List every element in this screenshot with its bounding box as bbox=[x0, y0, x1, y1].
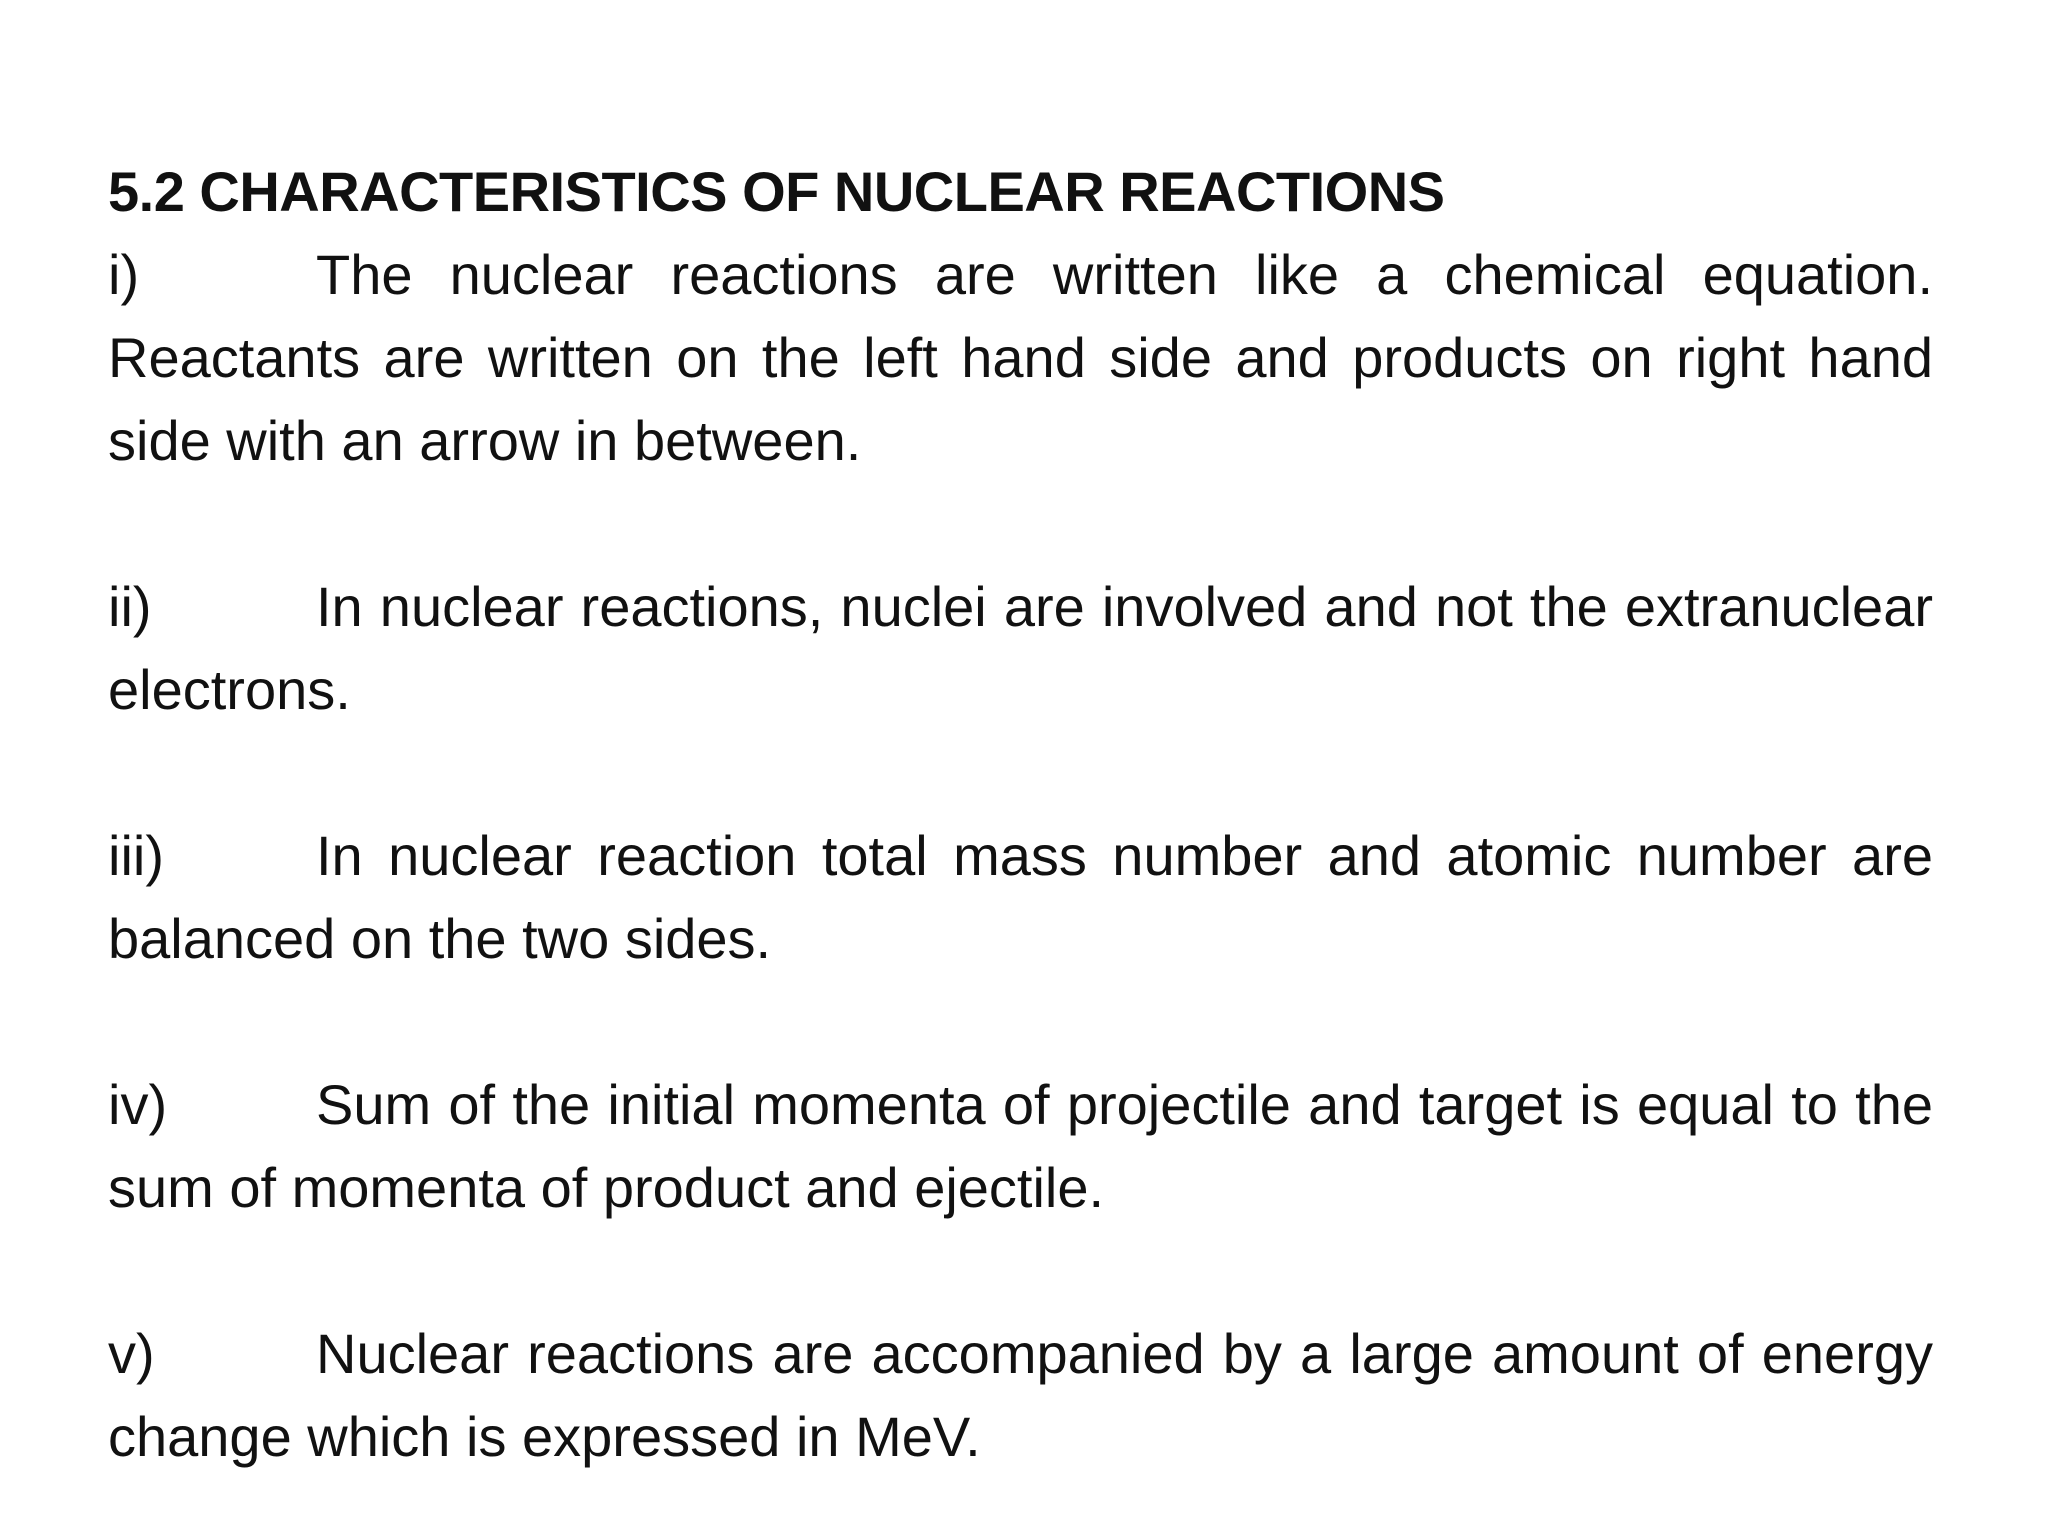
item-text: Sum of the initial momenta of projectile and target is equal to the sum of momenta of product and ejectile. bbox=[108, 1073, 1933, 1219]
slide-title: 5.2 CHARACTERISTICS OF NUCLEAR REACTIONS bbox=[108, 160, 1445, 223]
item-text: The nuclear reactions are written like a chemical equation. Reactants are written on the left hand side and products on right hand side with an arrow in between. bbox=[108, 243, 1933, 472]
item-text: Nuclear reactions are accompanied by a large amount of energy change which is expressed in MeV. bbox=[108, 1322, 1933, 1468]
item-number: v) bbox=[108, 1322, 155, 1385]
item-number: iv) bbox=[108, 1073, 168, 1136]
list-item bbox=[108, 565, 1933, 731]
item-number: ii) bbox=[108, 575, 152, 638]
item-number: i) bbox=[108, 243, 140, 306]
list-item bbox=[108, 1312, 1933, 1478]
list-item bbox=[108, 233, 1933, 482]
list-item bbox=[108, 1063, 1933, 1229]
item-text: In nuclear reaction total mass number and atomic number are balanced on the two sides. bbox=[108, 824, 1933, 970]
slide-content bbox=[108, 150, 1933, 1478]
item-text: In nuclear reactions, nuclei are involved and not the extranuclear electrons. bbox=[108, 575, 1933, 721]
list-item bbox=[108, 814, 1933, 980]
item-number: iii) bbox=[108, 824, 164, 887]
